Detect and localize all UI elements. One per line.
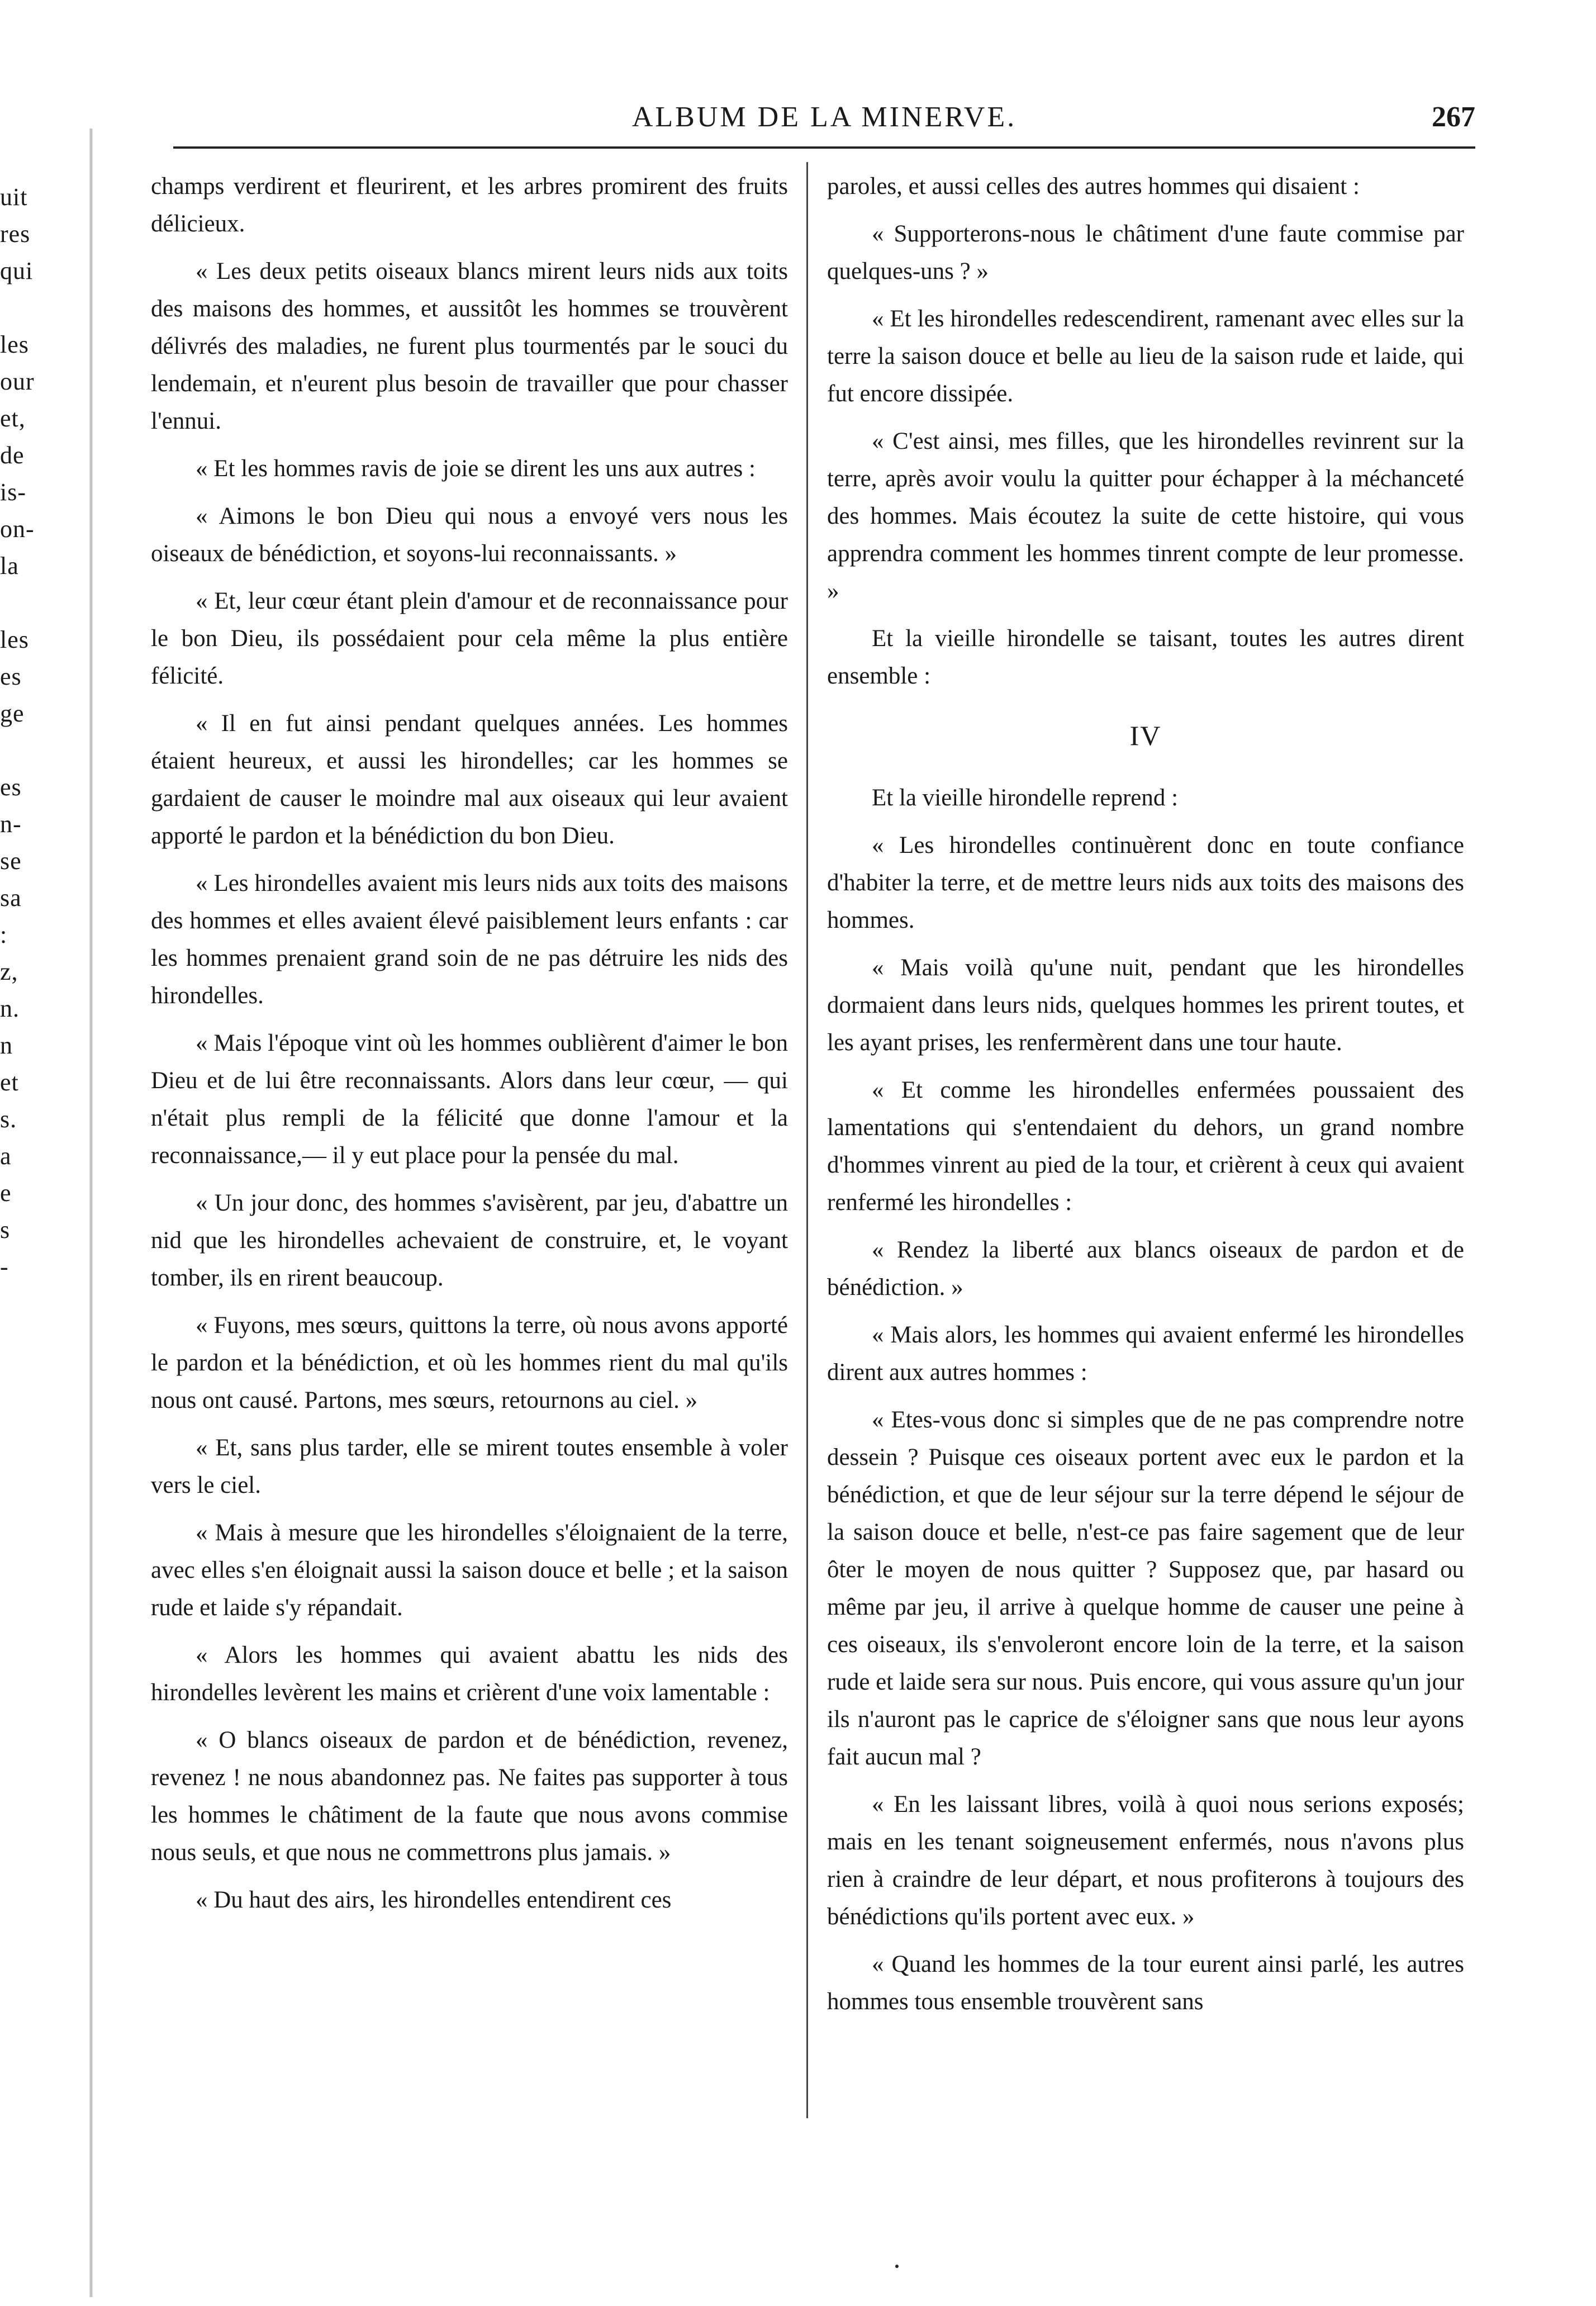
fragment-line: n. bbox=[0, 995, 20, 1022]
paragraph: « Un jour donc, des hommes s'avisèrent, par jeu, d'abattre un nid que les hirondelles achevaient de construire, et, le voyant tomber, ils en rirent beaucoup. bbox=[151, 1190, 788, 1291]
running-header bbox=[173, 101, 1475, 145]
paragraph: « Et les hommes ravis de joie se dirent les uns aux autres : bbox=[196, 455, 756, 482]
paragraph: « Mais voilà qu'une nuit, pendant que les hirondelles dormaient dans leurs nids, quelques hommes les prirent toutes, et les ayant prises, les renfermèrent dans une tour haute. bbox=[827, 955, 1464, 1056]
fragment-line: uit bbox=[0, 183, 28, 211]
fragment-line: et bbox=[0, 1069, 19, 1096]
paragraph: champs verdirent et fleurirent, et les arbres promirent des fruits délicieux. bbox=[151, 173, 788, 237]
paragraph: « Mais l'époque vint où les hommes oublièrent d'aimer le bon Dieu et de lui être reconnaissants. Alors dans leur cœur, — qui n'était plus rempli de la félicité que donne l'amour et la reconnaissance,— il y eut place pour la pensée du mal. bbox=[151, 1030, 788, 1169]
paragraph: « Et, leur cœur étant plein d'amour et de reconnaissance pour le bon Dieu, ils possédaient pour cela même la plus entière félicité. bbox=[151, 588, 788, 689]
fragment-line: : bbox=[0, 921, 8, 948]
page-number: 267 bbox=[1432, 101, 1475, 133]
fragment-line: on- bbox=[0, 515, 35, 543]
paragraph: « Etes-vous donc si simples que de ne pas comprendre notre dessein ? Puisque ces oiseaux portent avec eux le pardon et la bénédiction, et que de leur séjour sur la terre dépend le séjour de la saison douce et belle, n'est-ce pas faire sagement que de leur ôter le moyen de nous quitter ? Supposez que, par hasard ou même par jeu, il arrive à quelque homme de causer une peine à ces oiseaux, ils s'envoleront encore loin de la terre, et la saison rude et laide sera sur nous. Puis encore, qui vous assure qu'un jour ils n'auront pas le caprice de s'éloigner sans que nous leur ayons fait aucun mal ? bbox=[827, 1407, 1464, 1770]
paragraph: « Du haut des airs, les hirondelles entendirent ces bbox=[196, 1887, 672, 1913]
paragraph: « Et comme les hirondelles enfermées poussaient des lamentations qui s'entendaient du dehors, un grand nombre d'hommes vinrent au pied de la tour, et crièrent à ceux qui avaient renfermé les hirondelles : bbox=[827, 1077, 1464, 1216]
paragraph: Et la vieille hirondelle se taisant, toutes les autres dirent ensemble : bbox=[827, 625, 1464, 689]
fragment-line: s bbox=[0, 1216, 11, 1244]
fragment-line: les bbox=[0, 331, 29, 358]
paragraph: « Et, sans plus tarder, elle se mirent toutes ensemble à voler vers le ciel. bbox=[151, 1435, 788, 1498]
fragment-line: la bbox=[0, 552, 19, 580]
facing-page-fragment bbox=[0, 179, 50, 1285]
fragment-line: - bbox=[0, 1253, 9, 1280]
left-column bbox=[151, 168, 788, 1929]
running-title: ALBUM DE LA MINERVE. bbox=[631, 101, 1017, 133]
paragraph: « Les deux petits oiseaux blancs mirent leurs nids aux toits des maisons des hommes, et aussitôt les hommes se trouvèrent délivrés des maladies, ne furent plus tourmentés par le souci du lendemain, et n'eurent plus besoin de travailler que pour chasser l'ennui. bbox=[151, 258, 788, 434]
fragment-line: les bbox=[0, 626, 29, 653]
paragraph: « Mais alors, les hommes qui avaient enfermé les hirondelles dirent aux autres hommes : bbox=[827, 1322, 1464, 1386]
fragment-line: ge bbox=[0, 700, 25, 727]
fragment-line: our bbox=[0, 368, 35, 395]
section-heading: IV bbox=[1129, 720, 1162, 751]
paragraph: « Alors les hommes qui avaient abattu les nids des hirondelles levèrent les mains et crièrent d'une voix lamentable : bbox=[151, 1642, 788, 1706]
fragment-line bbox=[0, 585, 50, 621]
paragraph: « Aimons le bon Dieu qui nous a envoyé vers nous les oiseaux de bénédiction, et soyons-lui reconnaissants. » bbox=[151, 503, 788, 567]
fragment-line: res bbox=[0, 220, 31, 248]
fragment-line: is- bbox=[0, 478, 26, 506]
fragment-line: s. bbox=[0, 1105, 17, 1133]
paragraph: Et la vieille hirondelle reprend : bbox=[872, 785, 1179, 811]
paragraph: « Fuyons, mes sœurs, quittons la terre, où nous avons apporté le pardon et la bénédiction, et où les hommes rient du mal qu'ils nous ont causé. Partons, mes sœurs, retournons au ciel. » bbox=[151, 1312, 788, 1413]
fragment-line bbox=[0, 290, 50, 326]
header-rule bbox=[173, 146, 1475, 149]
paragraph: « Il en fut ainsi pendant quelques années. Les hommes étaient heureux, et aussi les hirondelles; car les hommes se gardaient de causer le moindre mal aux oiseaux qui leur avaient apporté le pardon et la bénédiction du bon Dieu. bbox=[151, 710, 788, 849]
paragraph: paroles, et aussi celles des autres hommes qui disaient : bbox=[827, 173, 1360, 200]
fragment-line: n- bbox=[0, 810, 22, 838]
fragment-line: es bbox=[0, 663, 22, 690]
right-column bbox=[827, 168, 1464, 2030]
paragraph: « O blancs oiseaux de pardon et de bénédiction, revenez, revenez ! ne nous abandonnez pas. Ne faites pas supporter à tous les hommes le châtiment de la faute que nous avons commise nous seuls, et que nous ne commettrons plus jamais. » bbox=[151, 1727, 788, 1866]
fragment-line: sa bbox=[0, 884, 22, 912]
page-fold-shadow bbox=[89, 129, 93, 2297]
ink-speck bbox=[895, 2265, 899, 2268]
fragment-line: se bbox=[0, 847, 22, 875]
paragraph: « En les laissant libres, voilà à quoi nous serions exposés; mais en les tenant soigneusement enfermés, nous n'avons plus rien à craindre de leur départ, et nous profiterons à toujours des bénédictions qu'ils portent avec eux. » bbox=[827, 1791, 1464, 1930]
fragment-line: n bbox=[0, 1032, 13, 1059]
paragraph: « C'est ainsi, mes filles, que les hirondelles revinrent sur la terre, après avoir voulu la quitter pour échapper à la méchanceté des hommes. Mais écoutez la suite de cette histoire, qui vous apprendra comment les hommes tinrent compte de leur promesse. » bbox=[827, 428, 1464, 604]
paragraph: « Les hirondelles avaient mis leurs nids aux toits des maisons des hommes et elles avaient élevé paisiblement leurs enfants : car les hommes prenaient grand soin de ne pas détruire les nids des hirondelles. bbox=[151, 870, 788, 1009]
fragment-line: e bbox=[0, 1179, 12, 1207]
column-divider bbox=[806, 162, 808, 2118]
fragment-line bbox=[0, 732, 50, 769]
fragment-line: a bbox=[0, 1142, 12, 1170]
fragment-line: et, bbox=[0, 405, 26, 432]
fragment-line: z, bbox=[0, 958, 18, 985]
paragraph: « Les hirondelles continuèrent donc en toute confiance d'habiter la terre, et de mettre leurs nids aux toits des maisons des hommes. bbox=[827, 832, 1464, 933]
paragraph: « Quand les hommes de la tour eurent ainsi parlé, les autres hommes tous ensemble trouvèrent sans bbox=[827, 1951, 1464, 2015]
paragraph: « Et les hirondelles redescendirent, ramenant avec elles sur la terre la saison douce et belle au lieu de la saison rude et laide, qui fut encore dissipée. bbox=[827, 306, 1464, 407]
paragraph: « Mais à mesure que les hirondelles s'éloignaient de la terre, avec elles s'en éloignait aussi la saison douce et belle ; et la saison rude et laide s'y répandait. bbox=[151, 1520, 788, 1621]
fragment-line: es bbox=[0, 774, 22, 801]
fragment-line: de bbox=[0, 442, 25, 469]
paragraph: « Supporterons-nous le châtiment d'une faute commise par quelques-uns ? » bbox=[827, 221, 1464, 284]
paragraph: « Rendez la liberté aux blancs oiseaux de pardon et de bénédiction. » bbox=[827, 1237, 1464, 1301]
fragment-line: qui bbox=[0, 257, 34, 284]
